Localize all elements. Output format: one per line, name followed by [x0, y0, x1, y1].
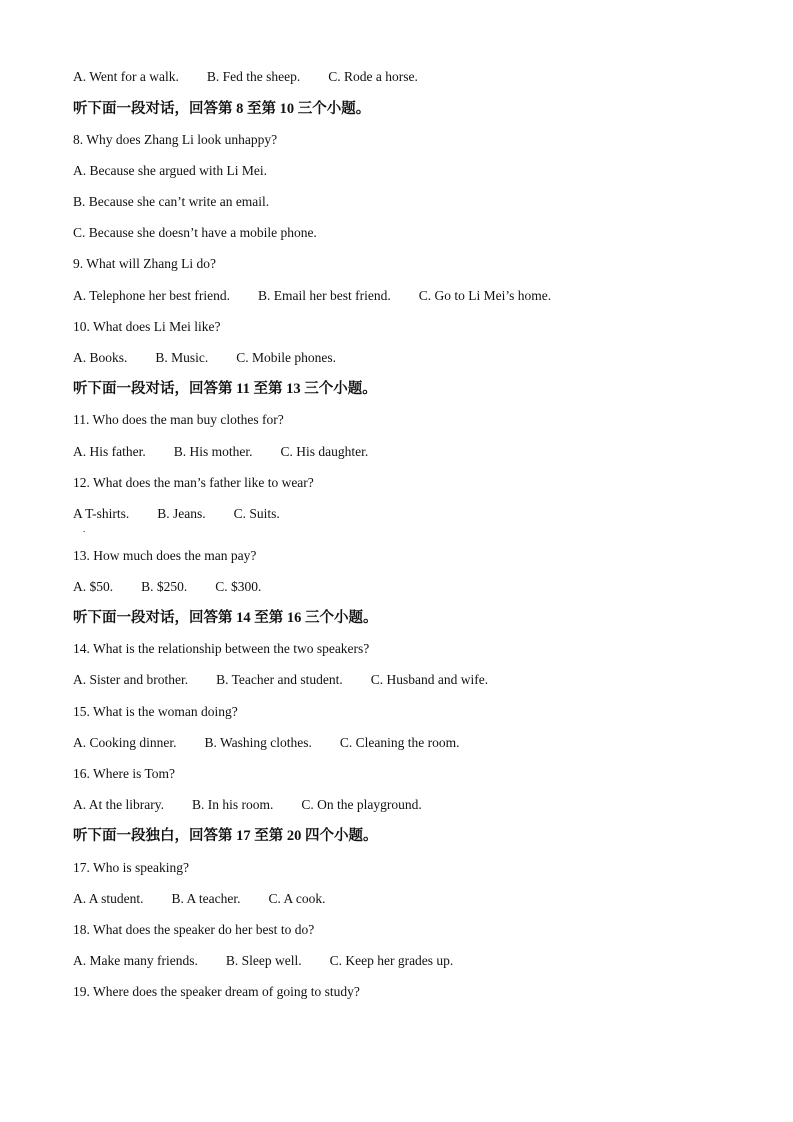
answer-options-row	[73, 505, 280, 523]
section-heading: 听下面一段独白，回答第 17 至第 20 四个小题。	[73, 828, 378, 844]
answer-option: A. At the library.	[73, 797, 164, 812]
answer-options-row	[73, 734, 460, 752]
question-text: 15. What is the woman doing?	[73, 704, 238, 719]
answer-options-row	[73, 349, 336, 367]
question-text: 19. Where does the speaker dream of going to study?	[73, 984, 360, 999]
answer-option: C. Because she doesn’t have a mobile phone.	[73, 225, 317, 240]
answer-option: C. $300.	[215, 579, 262, 594]
answer-option: A. $50.	[73, 579, 114, 594]
answer-option: A. Make many friends.	[73, 953, 198, 968]
answer-option: B. In his room.	[191, 797, 274, 812]
question-text: 8. Why does Zhang Li look unhappy?	[73, 132, 278, 147]
answer-option: B. A teacher.	[171, 891, 241, 906]
answer-options-row	[73, 68, 418, 86]
answer-option: C. Mobile phones.	[236, 350, 337, 365]
answer-option: A. Cooking dinner.	[73, 735, 177, 750]
answer-option: B. Jeans.	[157, 506, 206, 521]
answer-option: B. Because she can’t write an email.	[73, 194, 270, 209]
answer-option: C. Go to Li Mei’s home.	[418, 288, 552, 303]
section-heading: 听下面一段对话，回答第 11 至第 13 三个小题。	[73, 381, 377, 397]
answer-option: A. Books.	[73, 350, 128, 365]
question-text: 10. What does Li Mei like?	[73, 319, 221, 334]
answer-option: C. Suits.	[233, 506, 280, 521]
question-text: 17. Who is speaking?	[73, 860, 189, 875]
answer-option: B. Music.	[155, 350, 209, 365]
question-text: 9. What will Zhang Li do?	[73, 256, 216, 271]
answer-option: B. Email her best friend.	[258, 288, 391, 303]
answer-option: B. Sleep well.	[225, 953, 302, 968]
question-text: 16. Where is Tom?	[73, 766, 176, 781]
section-heading: 听下面一段对话，回答第 14 至第 16 三个小题。	[73, 610, 378, 626]
answer-options-row	[73, 671, 488, 689]
answer-option: C. Husband and wife.	[370, 672, 489, 687]
answer-option: B. $250.	[141, 579, 188, 594]
answer-option: B. Washing clothes.	[204, 735, 312, 750]
answer-option: B. Teacher and student.	[216, 672, 343, 687]
answer-options-row	[73, 890, 326, 908]
answer-option: A. Telephone her best friend.	[73, 288, 231, 303]
answer-option: B. His mother.	[173, 444, 253, 459]
answer-option: C. Rode a horse.	[328, 69, 418, 84]
answer-option: A. Went for a walk.	[73, 69, 179, 84]
answer-option: C. His daughter.	[280, 444, 369, 459]
answer-option: A. A student.	[73, 891, 144, 906]
question-text: 12. What does the man’s father like to wear?	[73, 475, 314, 490]
answer-options-row	[73, 287, 551, 305]
answer-option: C. Keep her grades up.	[329, 953, 454, 968]
question-text: 18. What does the speaker do her best to do?	[73, 922, 315, 937]
question-text: 11. Who does the man buy clothes for?	[73, 412, 284, 427]
answer-option: A. Sister and brother.	[73, 672, 189, 687]
answer-option: C. Cleaning the room.	[339, 735, 460, 750]
question-text: 14. What is the relationship between the two speakers?	[73, 641, 370, 656]
answer-option: C. On the playground.	[301, 797, 422, 812]
answer-option: A. His father.	[73, 444, 146, 459]
answer-option: A. Because she argued with Li Mei.	[73, 163, 267, 178]
answer-option: C. A cook.	[268, 891, 326, 906]
answer-option: A T-shirts.	[73, 506, 130, 521]
stray-mark: .	[83, 524, 86, 534]
answer-options-row	[73, 952, 453, 970]
question-text: 13. How much does the man pay?	[73, 548, 257, 563]
answer-option: B. Fed the sheep.	[206, 69, 301, 84]
answer-options-row	[73, 443, 368, 461]
answer-options-row	[73, 796, 422, 814]
answer-options-row	[73, 578, 261, 596]
section-heading: 听下面一段对话，回答第 8 至第 10 三个小题。	[73, 101, 371, 117]
